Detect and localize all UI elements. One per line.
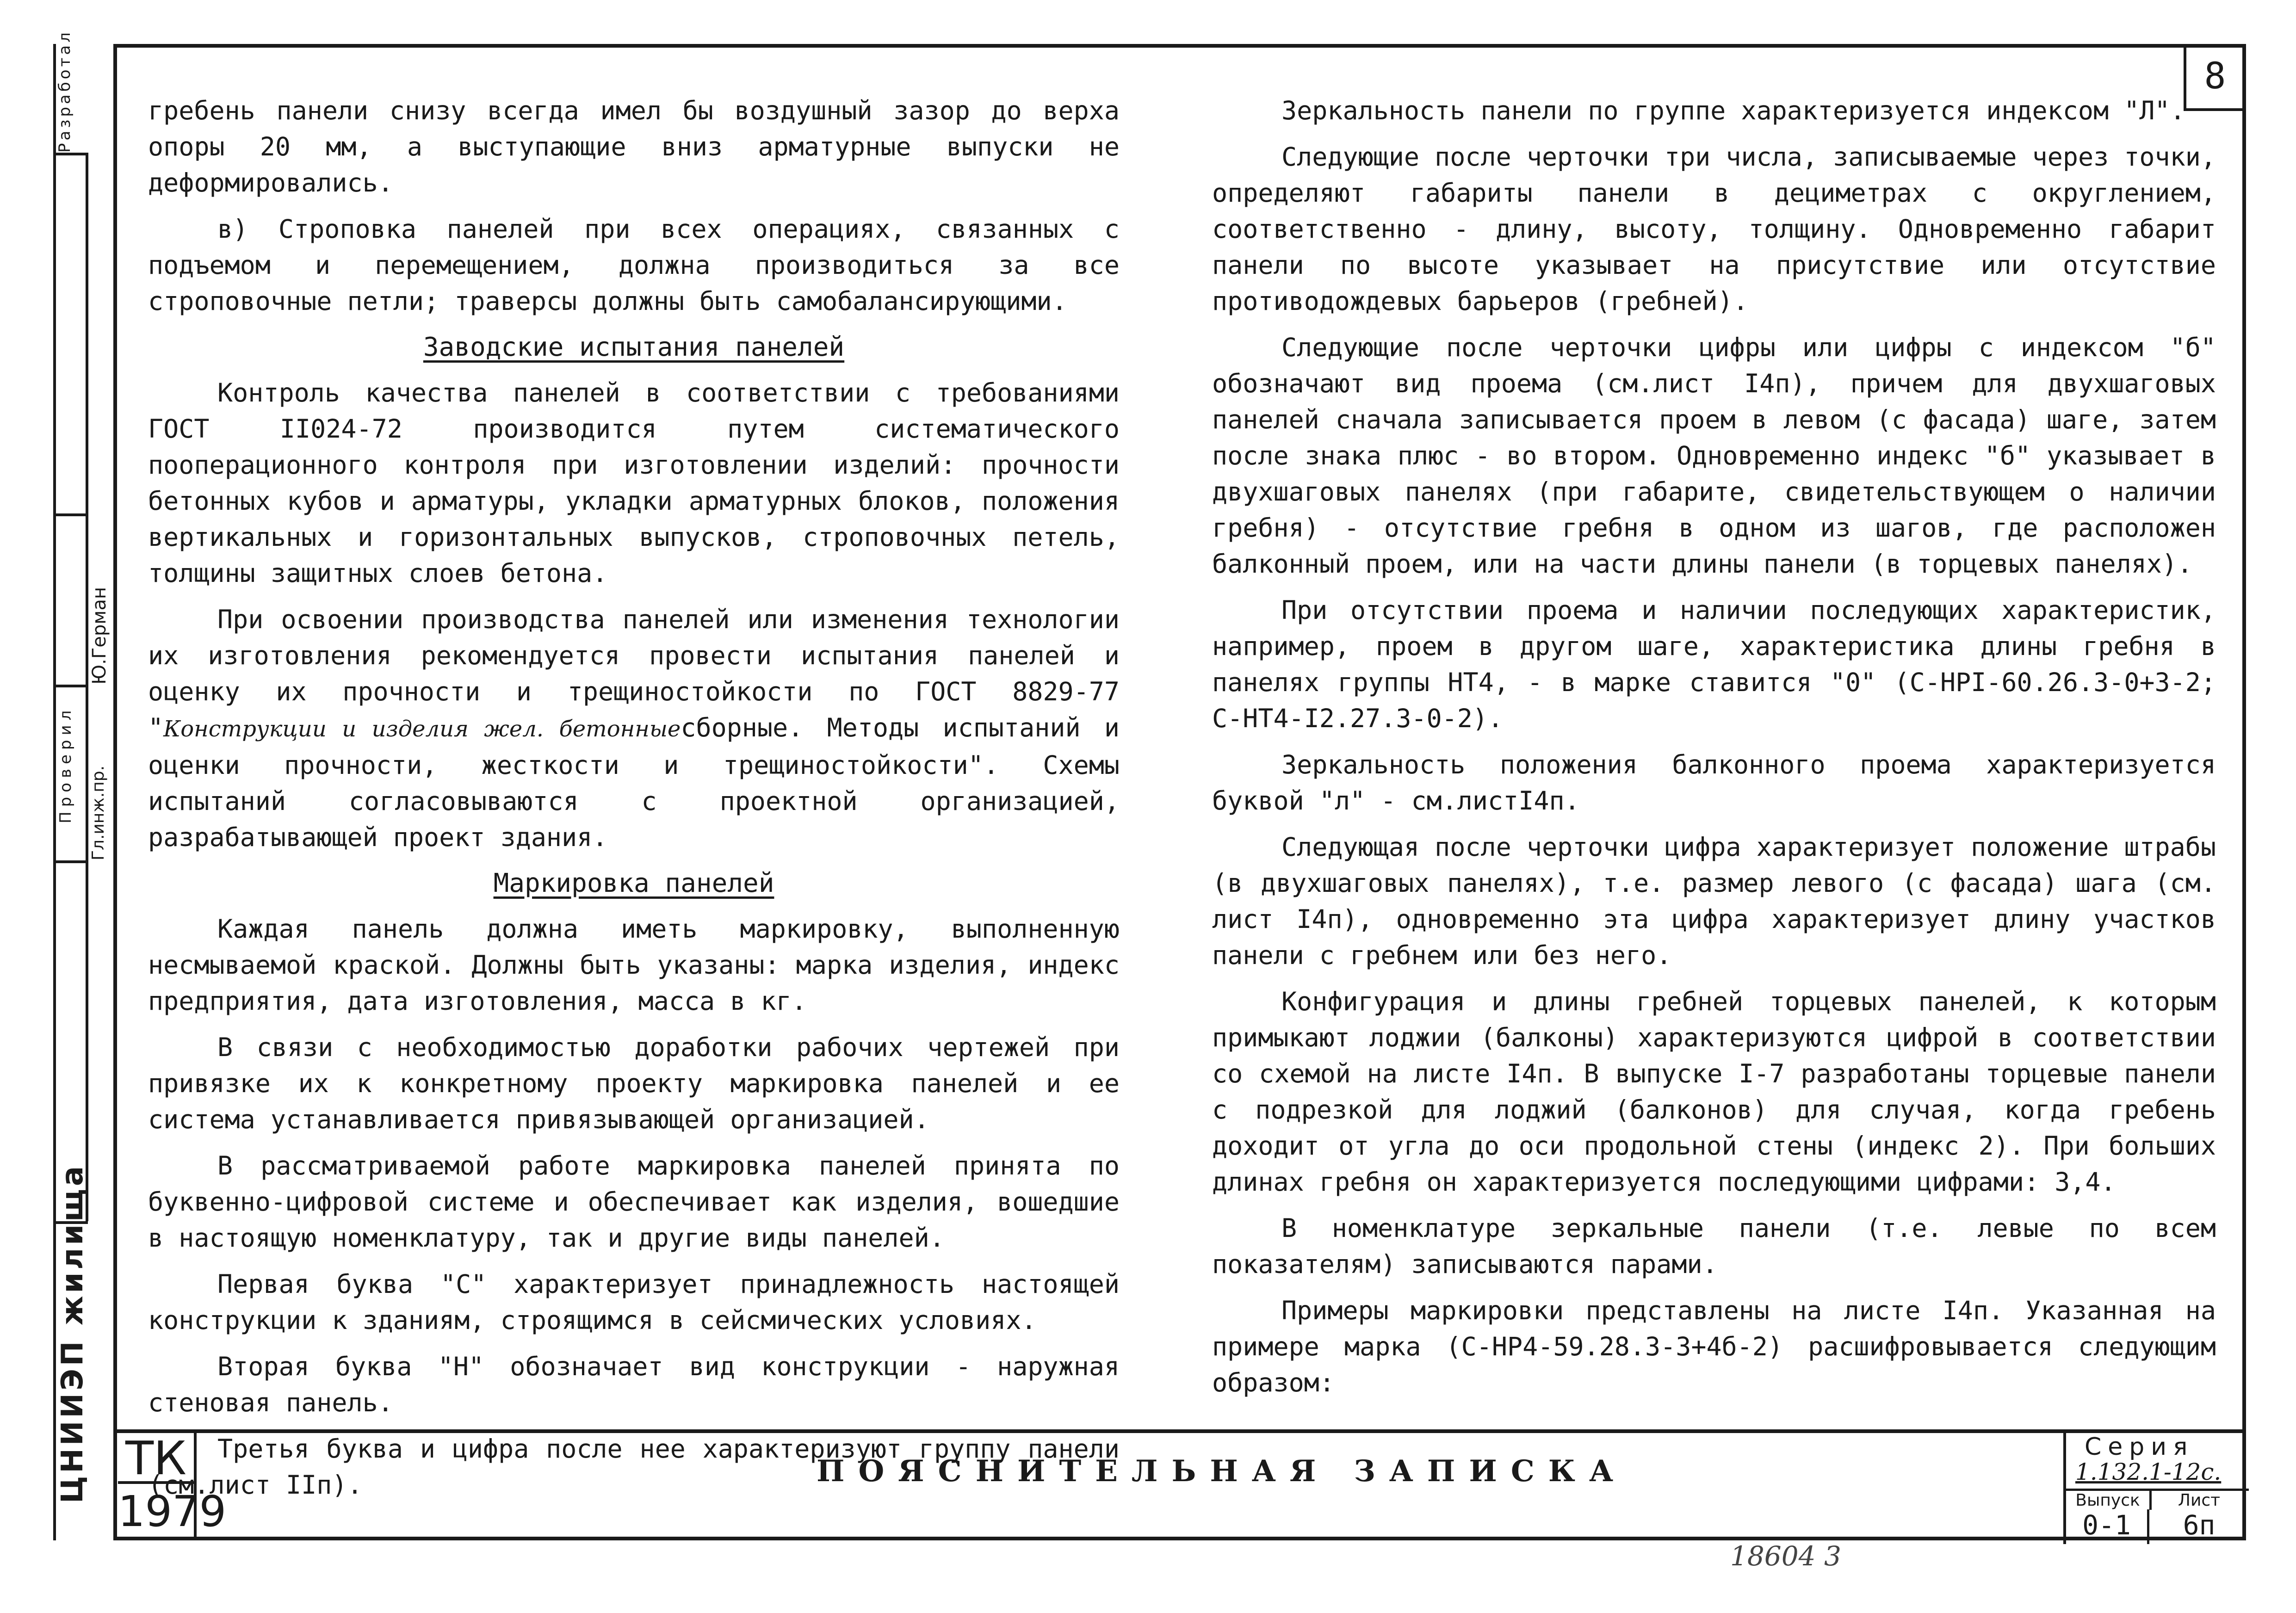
paragraph: В номенклатуре зеркальные панели (т.е. левые по всем показателям) записываются парами.: [1212, 1213, 2216, 1279]
paragraph: Каждая панель должна иметь маркировку, выполненную несмываемой краской. Должны быть указаны: марка изделия, индекс предприятия, дата изготовления, масса в кг.: [148, 914, 1120, 1016]
paragraph: Зеркальность панели по группе характеризуется индексом "Л".: [1281, 96, 2185, 125]
paragraph: в) Строповка панелей при всех операциях, связанных с подъемом и перемещением, должна производиться за все строповочные петли; траверсы должны быть самобалансирующими.: [148, 214, 1120, 316]
issue-label: Выпуск: [2066, 1489, 2152, 1510]
stamp-chief-engineer: Гл.инж.пр.: [89, 765, 108, 860]
document-title: ПОЯСНИТЕЛЬНАЯ ЗАПИСКА: [817, 1454, 1628, 1489]
stamp-divider: [56, 153, 88, 155]
paragraph: Следующая после черточки цифра характеризует положение штрабы (в двухшаговых панелях), т.е. размер левого (с фасада) шага (см. лист I4п), одновременно эта цифра характеризует длину участков панели с гребнем или без него.: [1212, 832, 2216, 970]
org-code: ТК: [118, 1433, 197, 1484]
series-value: 1.132.1-12с.: [2075, 1458, 2222, 1485]
stamp-verified: Проверил: [56, 705, 75, 823]
paragraph: Зеркальность положения балконного проема характеризуется буквой "л" - см.листI4п.: [1212, 750, 2216, 816]
paragraph: [148, 601, 1120, 855]
paragraph: Первая буква "С" характеризует принадлежность настоящей конструкции к зданиям, строящимся в сейсмических условиях.: [148, 1269, 1120, 1335]
page-number: 8: [2184, 46, 2244, 111]
stamp-developed: Разработал: [56, 30, 74, 153]
stamp-organization: ЦНИИЭП жилища: [56, 1163, 90, 1503]
series-box: [2063, 1433, 2246, 1544]
paragraph: гребень панели снизу всегда имел бы воздушный зазор до верха опоры 20 мм, а выступающие вниз арматурные выпуски не деформировались.: [148, 96, 1120, 198]
paragraph: Третья буква и цифра после нее характеризуют группу панели (см.лист IIп).: [148, 1434, 1120, 1500]
stamp-person-name: Ю.Герман: [89, 587, 110, 685]
stamp-divider: [56, 860, 88, 863]
paragraph: В связи с необходимостью доработки рабочих чертежей при привязке их к конкретному проекту маркировка панелей и ее система устанавливается привязывающей организацией.: [148, 1032, 1120, 1134]
section-heading: Маркировка панелей: [493, 868, 774, 898]
stamp-divider: [56, 513, 88, 516]
paragraph: Контроль качества панелей в соответствии с требованиями ГОСТ II024-72 производится путем систематического пооперационного контроля при изготовлении изделий: прочности бетонных кубов и арматуры, укладки арматурных блоков, положения вертикальных и горизонтальных выпусков, строповочных петель, толщины защитных слоев бетона.: [148, 378, 1120, 588]
left-column: [148, 93, 1120, 1513]
section-heading: Заводские испытания панелей: [423, 332, 845, 362]
right-column: [1212, 93, 2216, 1411]
paragraph: Следующие после черточки цифры или цифры с индексом "б" обозначают вид проема (см.лист I4п), причем для двухшаговых панелей сначала записывается проем в левом (с фасада) шаге, затем после знака плюс - во втором. Одновременно индекс "б" указывает в двухшаговых панелях (при габарите, свидетельствующем о наличии гребня) - отсутствие гребня в одном из шагов, где расположен балконный проем, или на части длины панели (в торцевых панелях).: [1212, 333, 2216, 579]
paragraph-text: При освоении производства панелей или изменения технологии их изготовления рекомендуется провести испытания панелей и оценку их прочности и трещиностойкости по ГОСТ 8829-77 ": [148, 605, 1120, 742]
paragraph: В рассматриваемой работе маркировка панелей принята по буквенно-цифровой системе и обеспечивает как изделия, вошедшие в настоящую номенклатуру, так и другие виды панелей.: [148, 1151, 1120, 1253]
paragraph: Следующие после черточки три числа, записываемые через точки, определяют габариты панели в дециметрах с округлением, соответственно - длину, высоту, толщину. Одновременно габарит панели по высоте указывает на присутствие или отсутствие противодождевых барьеров (гребней).: [1212, 142, 2216, 316]
handwritten-number: 18604 3: [1730, 1540, 1841, 1572]
paragraph: Вторая буква "Н" обозначает вид конструкции - наружная стеновая панель.: [148, 1352, 1120, 1417]
paragraph: Примеры маркировки представлены на листе I4п. Указанная на примере марка (С-НР4-59.28.3-3+4б-2) расшифровывается следующим образом:: [1212, 1296, 2216, 1397]
stamp-divider: [56, 685, 88, 687]
sheet-value: 6п: [2183, 1509, 2216, 1541]
paragraph: Конфигурация и длины гребней торцевых панелей, к которым примыкают лоджии (балконы) характеризуются цифрой в соответствии со схемой на листе I4п. В выпуске I-7 разработаны торцевые панели с подрезкой для лоджий (балконов) для случая, когда гребень доходит от угла до оси продольной стены (индекс 2). При больших длинах гребня он характеризуется последующими цифрами: 3,4.: [1212, 987, 2216, 1197]
year: 1979: [118, 1484, 197, 1539]
issue-value: 0-1: [2066, 1509, 2149, 1544]
sheet-label: Лист: [2149, 1489, 2249, 1510]
paragraph: При отсутствии проема и наличии последующих характеристик, например, проем в другом шаге, характеристика длины гребня в панелях группы НТ4, - в марке ставится "0" (С-НРI-60.26.3-0+3-2; С-НТ4-I2.27.3-0-2).: [1212, 595, 2216, 733]
paragraph-text: сборные. Методы испытаний и оценки прочности, жесткости и трещиностойкости". Схемы испытаний согласовываются с проектной организацией, разрабатывающей проект здания.: [148, 713, 1120, 852]
title-block: [113, 1429, 2246, 1540]
series-label: Серия: [2085, 1433, 2194, 1461]
handwritten-insert: Конструкции и изделия жел. бетонные: [163, 716, 681, 742]
